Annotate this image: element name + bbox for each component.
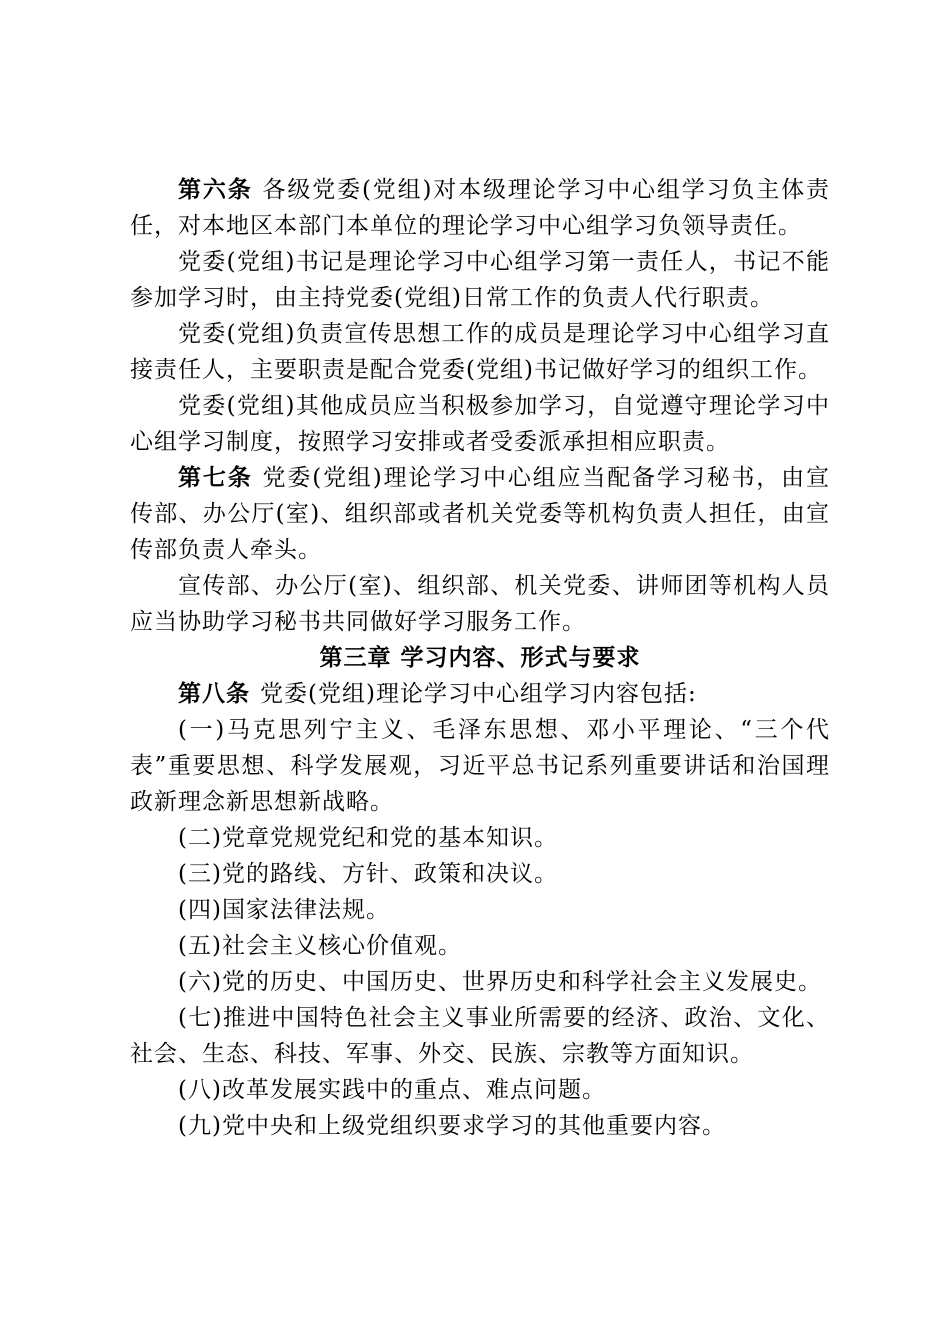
list-item: (七)推进中国特色社会主义事业所需要的经济、政治、文化、社会、生态、科技、军事、外交、民族、宗教等方面知识。 bbox=[130, 1005, 830, 1067]
list-item: (二)党章党规党纪和党的基本知识。 bbox=[178, 825, 558, 851]
paragraph-text: 党委(党组)书记是理论学习中心组学习第一责任人，书记不能参加学习时，由主持党委(党组)日常工作的负责人代行职责。 bbox=[130, 249, 830, 311]
paragraph bbox=[130, 244, 830, 316]
chapter-heading: 第三章 学习内容、形式与要求 bbox=[319, 644, 641, 671]
paragraph bbox=[130, 316, 830, 388]
list-item: (六)党的历史、中国历史、世界历史和科学社会主义发展史。 bbox=[178, 969, 822, 995]
paragraph-text: 宣传部、办公厅(室)、组织部、机关党委、讲师团等机构人员应当协助学习秘书共同做好学习服务工作。 bbox=[130, 573, 830, 635]
list-item: (四)国家法律法规。 bbox=[178, 897, 390, 923]
article-7-paragraph bbox=[130, 460, 830, 568]
list-item: (三)党的路线、方针、政策和决议。 bbox=[178, 861, 558, 887]
list-item: (一)马克思列宁主义、毛泽东思想、邓小平理论、“三个代表”重要思想、科学发展观，习近平总书记系列重要讲话和治国理政新理念新思想新战略。 bbox=[130, 717, 830, 815]
document-body bbox=[130, 172, 830, 1144]
list-item: (八)改革发展实践中的重点、难点问题。 bbox=[178, 1077, 606, 1103]
article-6-paragraph bbox=[130, 172, 830, 244]
paragraph-text: 党委(党组)理论学习中心组应当配备学习秘书，由宣传部、办公厅(室)、组织部或者机关党委等机构负责人担任，由宣传部负责人牵头。 bbox=[130, 465, 830, 563]
paragraph bbox=[130, 388, 830, 460]
list-item: (五)社会主义核心价值观。 bbox=[178, 933, 462, 959]
paragraph-text: 党委(党组)其他成员应当积极参加学习，自觉遵守理论学习中心组学习制度，按照学习安排或者受委派承担相应职责。 bbox=[130, 393, 830, 455]
article-label: 第六条 bbox=[178, 176, 253, 203]
paragraph-text: 各级党委(党组)对本级理论学习中心组学习负主体责任，对本地区本部门本单位的理论学习中心组学习负领导责任。 bbox=[130, 177, 830, 239]
article-label: 第七条 bbox=[178, 464, 253, 491]
article-label: 第八条 bbox=[178, 680, 250, 707]
list-item: (九)党中央和上级党组织要求学习的其他重要内容。 bbox=[178, 1113, 726, 1139]
article-8-paragraph bbox=[130, 676, 830, 712]
paragraph bbox=[130, 568, 830, 640]
paragraph-text: 党委(党组)负责宣传思想工作的成员是理论学习中心组学习直接责任人，主要职责是配合党委(党组)书记做好学习的组织工作。 bbox=[130, 321, 830, 383]
paragraph-text: 党委(党组)理论学习中心组学习内容包括: bbox=[260, 681, 697, 707]
